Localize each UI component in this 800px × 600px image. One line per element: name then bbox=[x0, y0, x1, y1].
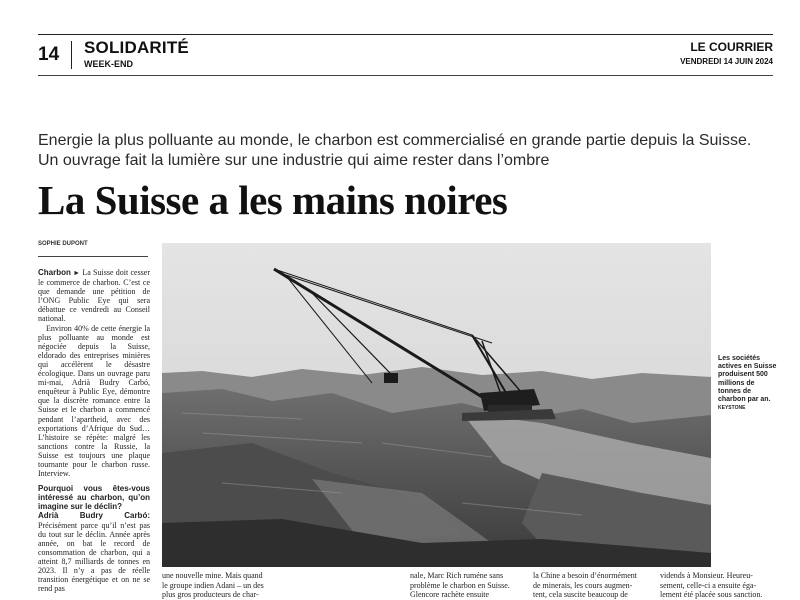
page-number: 14 bbox=[38, 44, 60, 65]
lead-line-1: Energie la plus polluante au monde, le charbon est commercialisé en grande partie depuis la Suisse. bbox=[38, 132, 752, 149]
arrow-icon: ► bbox=[73, 269, 81, 277]
article-byline: SOPHIE DUPONT bbox=[38, 241, 88, 247]
article-left-column bbox=[38, 268, 150, 593]
text-line: vidends à Monsieur. Heureu- bbox=[660, 571, 753, 580]
section-title: SOLIDARITÉ bbox=[84, 38, 189, 57]
text-line: plus gros producteurs de char- bbox=[162, 590, 259, 599]
text-line: tent, cela suscite beaucoup de bbox=[533, 590, 628, 599]
text-line: sement, celle-ci a ensuite éga- bbox=[660, 580, 757, 590]
interview-question: Pourquoi vous êtes-vous intéressé au charbon, qu’on imagine sur le déclin? bbox=[38, 484, 150, 512]
article-photo bbox=[162, 243, 711, 567]
bottom-column-3 bbox=[533, 571, 637, 600]
intro-kicker: Charbon bbox=[38, 268, 71, 277]
bottom-column-2 bbox=[410, 571, 510, 600]
intro-text: La Suisse doit cesser le commerce de charbon. C’est ce que demande une pétition de l’ONG Public Eye qui sera débattue ce vendredi au Conseil national. bbox=[38, 268, 151, 324]
issue-date: VENDREDI 14 JUIN 2024 bbox=[680, 57, 773, 66]
text-line: lement été placée sous sanction. bbox=[660, 590, 763, 599]
text-line: problème le charbon en Suisse. bbox=[410, 580, 510, 590]
intro-paragraph bbox=[38, 268, 150, 324]
article-title: La Suisse a les mains noires bbox=[38, 177, 508, 223]
bottom-column-1 bbox=[162, 571, 264, 600]
byline-rule bbox=[38, 256, 148, 257]
text-line: le groupe indien Adani – un des bbox=[162, 580, 264, 590]
text-line: la Chine a besoin d’énormément bbox=[533, 571, 637, 580]
text-line: de minerais, les cours augmen- bbox=[533, 580, 633, 590]
answer-speaker: Adrià Budry Carbó: bbox=[38, 511, 150, 521]
lead-line-2: Un ouvrage fait la lumière sur une industrie qui aime rester dans l’ombre bbox=[38, 152, 550, 169]
interview-answer bbox=[38, 511, 150, 593]
text-line: nale, Marc Rich ruméne sans bbox=[410, 571, 504, 580]
article-lead bbox=[38, 131, 778, 171]
header-bottom-rule bbox=[38, 75, 773, 76]
photo-credit: KEYSTONE bbox=[718, 405, 746, 412]
answer-text: Précisément parce qu’il n’est pas du tout sur le déclin. Année après année, on bat le record de consommation de charbon, qui a atteint 8,7 milliards de tonnes en 2023. Il n’y a pas de réelle transition énergétique et on ne se rend pas bbox=[38, 520, 150, 594]
header-separator bbox=[71, 41, 72, 69]
bottom-column-4 bbox=[660, 571, 762, 600]
header-top-rule bbox=[38, 34, 773, 35]
photo-caption bbox=[718, 355, 778, 412]
text-line: Glencore rachète ensuite bbox=[410, 590, 490, 599]
caption-text: Les sociétés actives en Suisse produisent 500 millions de tonnes de charbon par an. bbox=[718, 355, 777, 404]
newspaper-name: LE COURRIER bbox=[690, 40, 773, 54]
text-line: une nouvelle mine. Mais quand bbox=[162, 571, 263, 580]
body-paragraph: Environ 40% de cette énergie la plus polluante au monde est négociée depuis la Suisse, eldorado des entreprises minières qui accélèrent le désastre écologique. Dans un ouvrage paru mi-mai, Adrià Budry Carbó, enquêteur à Public Eye, démontre que la discrète romance entre la Suisse et le charbon a commencé pendant l’apartheid, avec des exportations d’Afrique du Sud… L’histoire se répète: malgré les sanctions contre la Russie, la Suisse est toujours une plaque tournante pour le charbon russe. Interview. bbox=[38, 323, 150, 479]
section-subtitle: WEEK-END bbox=[84, 59, 133, 69]
coal-mine-photo bbox=[162, 243, 711, 567]
